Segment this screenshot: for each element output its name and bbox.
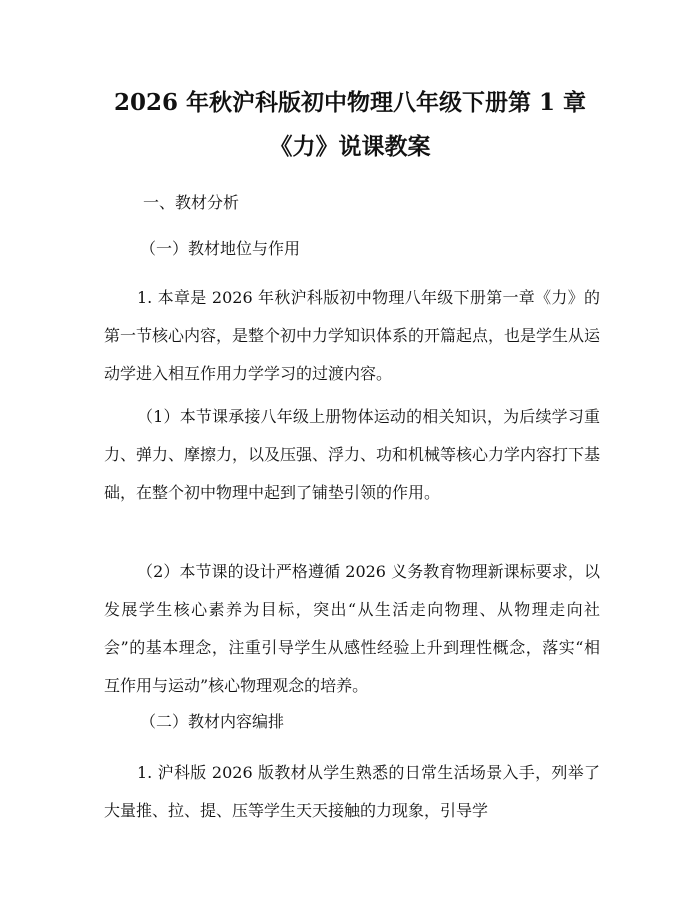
subsection-heading-content-arrangement: （二）教材内容编排 — [140, 712, 285, 731]
paragraph-1: 1. 本章是 2026 年秋沪科版初中物理八年级下册第一章《力》的第一节核心内容，是整个初中力学知识体系的开篇起点，也是学生从运动学进入相互作用力学学习的过渡内容。 — [104, 288, 601, 383]
subsection-heading-position-role: （一）教材地位与作用 — [140, 239, 301, 258]
paragraph-3: （2）本节课的设计严格遵循 2026 义务教育物理新课标要求，以发展学生核心素养为目标，突出“从生活走向物理、从物理走向社会”的基本理念，注重引导学生从感性经验上升到理性概念，落实“相互作用与运动”核心物理观念的培养。 — [104, 562, 600, 695]
document-title-line-2: 《力》说课教案 — [269, 133, 431, 160]
document-title-line-1: 2026 年秋沪科版初中物理八年级下册第 1 章 — [113, 89, 587, 116]
paragraph-4: 1. 沪科版 2026 版教材从学生熟悉的日常生活场景入手，列举了大量推、拉、提、压等学生天天接触的力现象，引导学 — [104, 763, 600, 820]
section-heading-textbook-analysis: 一、教材分析 — [143, 193, 240, 212]
paragraph-2: （1）本节课承接八年级上册物体运动的相关知识，为后续学习重力、弹力、摩擦力，以及压强、浮力、功和机械等核心力学内容打下基础，在整个初中物理中起到了铺垫引领的作用。 — [104, 407, 601, 502]
